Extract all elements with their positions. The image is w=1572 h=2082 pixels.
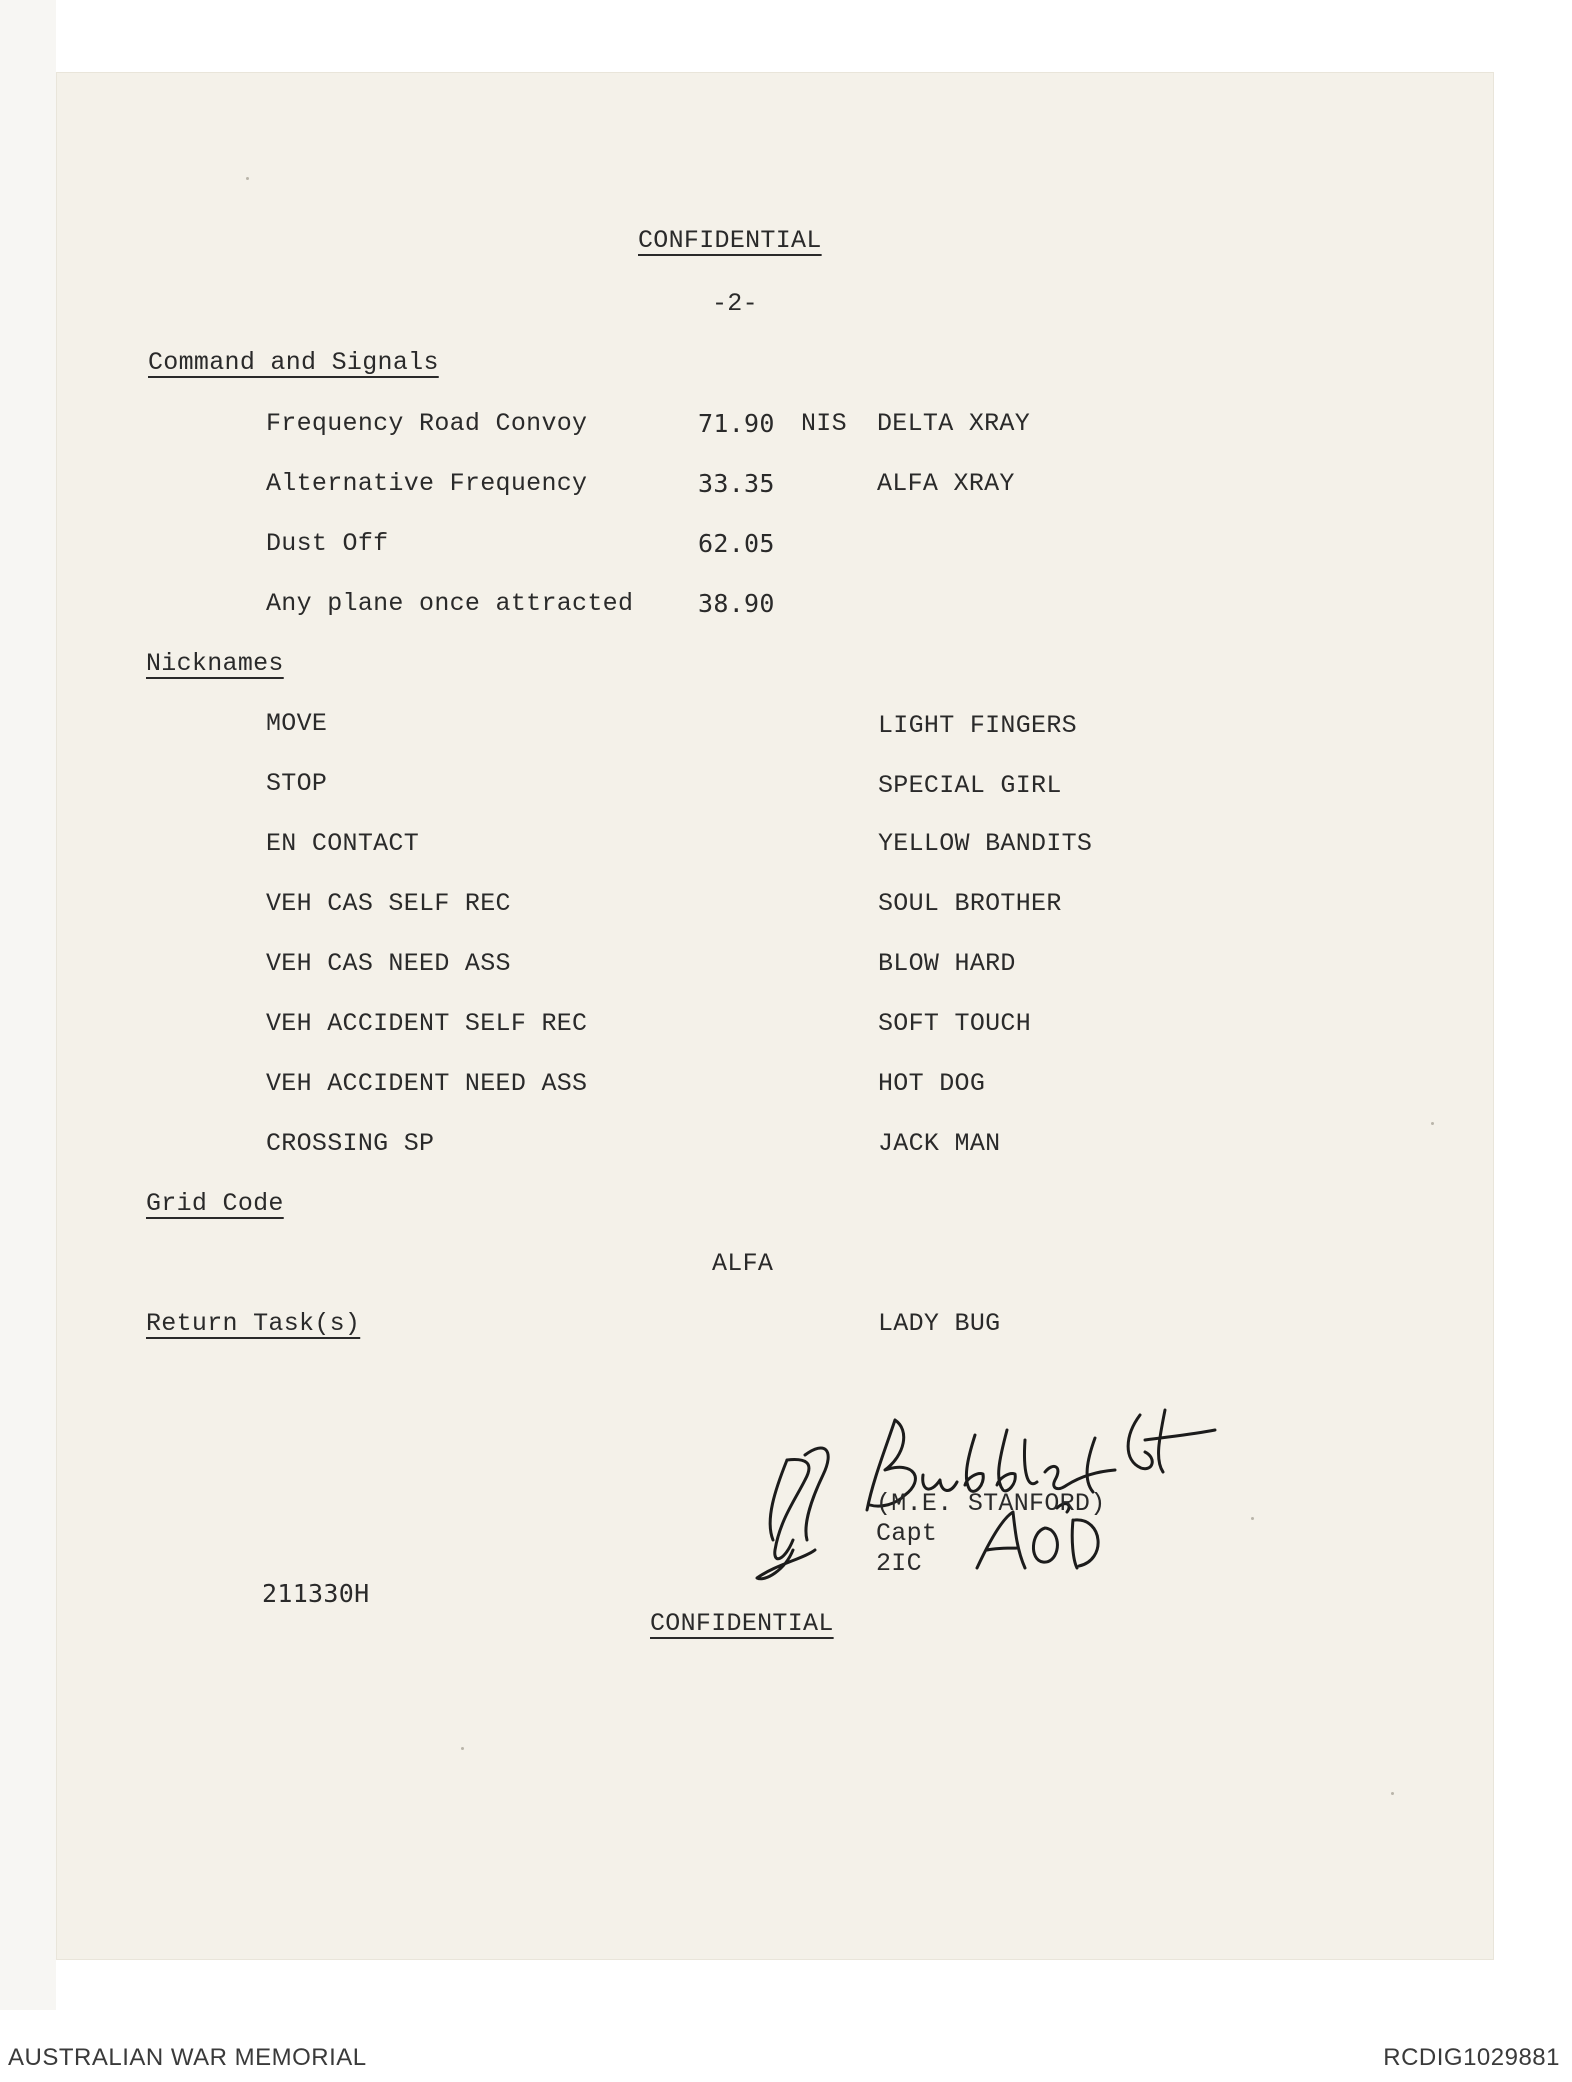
paper-speck xyxy=(461,1747,464,1750)
nickname-term: MOVE xyxy=(266,709,328,738)
nickname-value: BLOW HARD xyxy=(878,949,1016,978)
classification-bottom: CONFIDENTIAL xyxy=(650,1609,834,1638)
nickname-value: SOFT TOUCH xyxy=(878,1009,1032,1038)
classification-top: CONFIDENTIAL xyxy=(638,226,822,255)
nickname-term: CROSSING SP xyxy=(266,1129,435,1158)
nickname-value: JACK MAN xyxy=(878,1129,1001,1158)
footer-item-id: RCDIG1029881 xyxy=(1383,2044,1560,2071)
footer-institution: AUSTRALIAN WAR MEMORIAL xyxy=(8,2044,367,2071)
date-time-group: 211330H xyxy=(262,1579,370,1608)
signal-label: Alternative Frequency xyxy=(266,469,588,498)
signal-label: Frequency Road Convoy xyxy=(266,409,588,438)
signatory-name: (M.E. STANFORD) xyxy=(876,1489,1106,1518)
signal-label: Any plane once attracted xyxy=(266,589,634,618)
heading-nicknames: Nicknames xyxy=(146,649,284,678)
nickname-term: VEH ACCIDENT SELF REC xyxy=(266,1009,588,1038)
nickname-term: EN CONTACT xyxy=(266,829,420,858)
nickname-term: VEH ACCIDENT NEED ASS xyxy=(266,1069,588,1098)
paper-speck xyxy=(1431,1122,1434,1125)
heading-return-tasks: Return Task(s) xyxy=(146,1309,361,1338)
scan-edge xyxy=(0,0,56,2010)
signal-callsign: DELTA XRAY xyxy=(877,409,1031,438)
heading-command-signals: Command and Signals xyxy=(148,348,439,377)
nickname-value: YELLOW BANDITS xyxy=(878,829,1093,858)
signal-code: NIS xyxy=(801,409,847,438)
nickname-value: SPECIAL GIRL xyxy=(878,771,1062,800)
return-tasks-value: LADY BUG xyxy=(878,1309,1001,1338)
signatory-role: 2IC xyxy=(876,1549,922,1578)
paper-speck xyxy=(246,177,249,180)
nickname-term: STOP xyxy=(266,769,328,798)
signatory-rank: Capt xyxy=(876,1519,938,1548)
paper-speck xyxy=(1391,1792,1394,1795)
signal-label: Dust Off xyxy=(266,529,389,558)
signal-frequency: 71.90 xyxy=(698,409,775,438)
signal-frequency: 38.90 xyxy=(698,589,775,618)
nickname-term: VEH CAS NEED ASS xyxy=(266,949,511,978)
nickname-value: SOUL BROTHER xyxy=(878,889,1062,918)
page-number: -2- xyxy=(712,289,758,318)
grid-code-value: ALFA xyxy=(712,1249,774,1278)
nickname-value: LIGHT FINGERS xyxy=(878,711,1077,740)
signal-frequency: 33.35 xyxy=(698,469,775,498)
nickname-value: HOT DOG xyxy=(878,1069,986,1098)
heading-grid-code: Grid Code xyxy=(146,1189,284,1218)
paper-speck xyxy=(1251,1517,1254,1520)
nickname-term: VEH CAS SELF REC xyxy=(266,889,511,918)
signal-frequency: 62.05 xyxy=(698,529,775,558)
signal-callsign: ALFA XRAY xyxy=(877,469,1015,498)
